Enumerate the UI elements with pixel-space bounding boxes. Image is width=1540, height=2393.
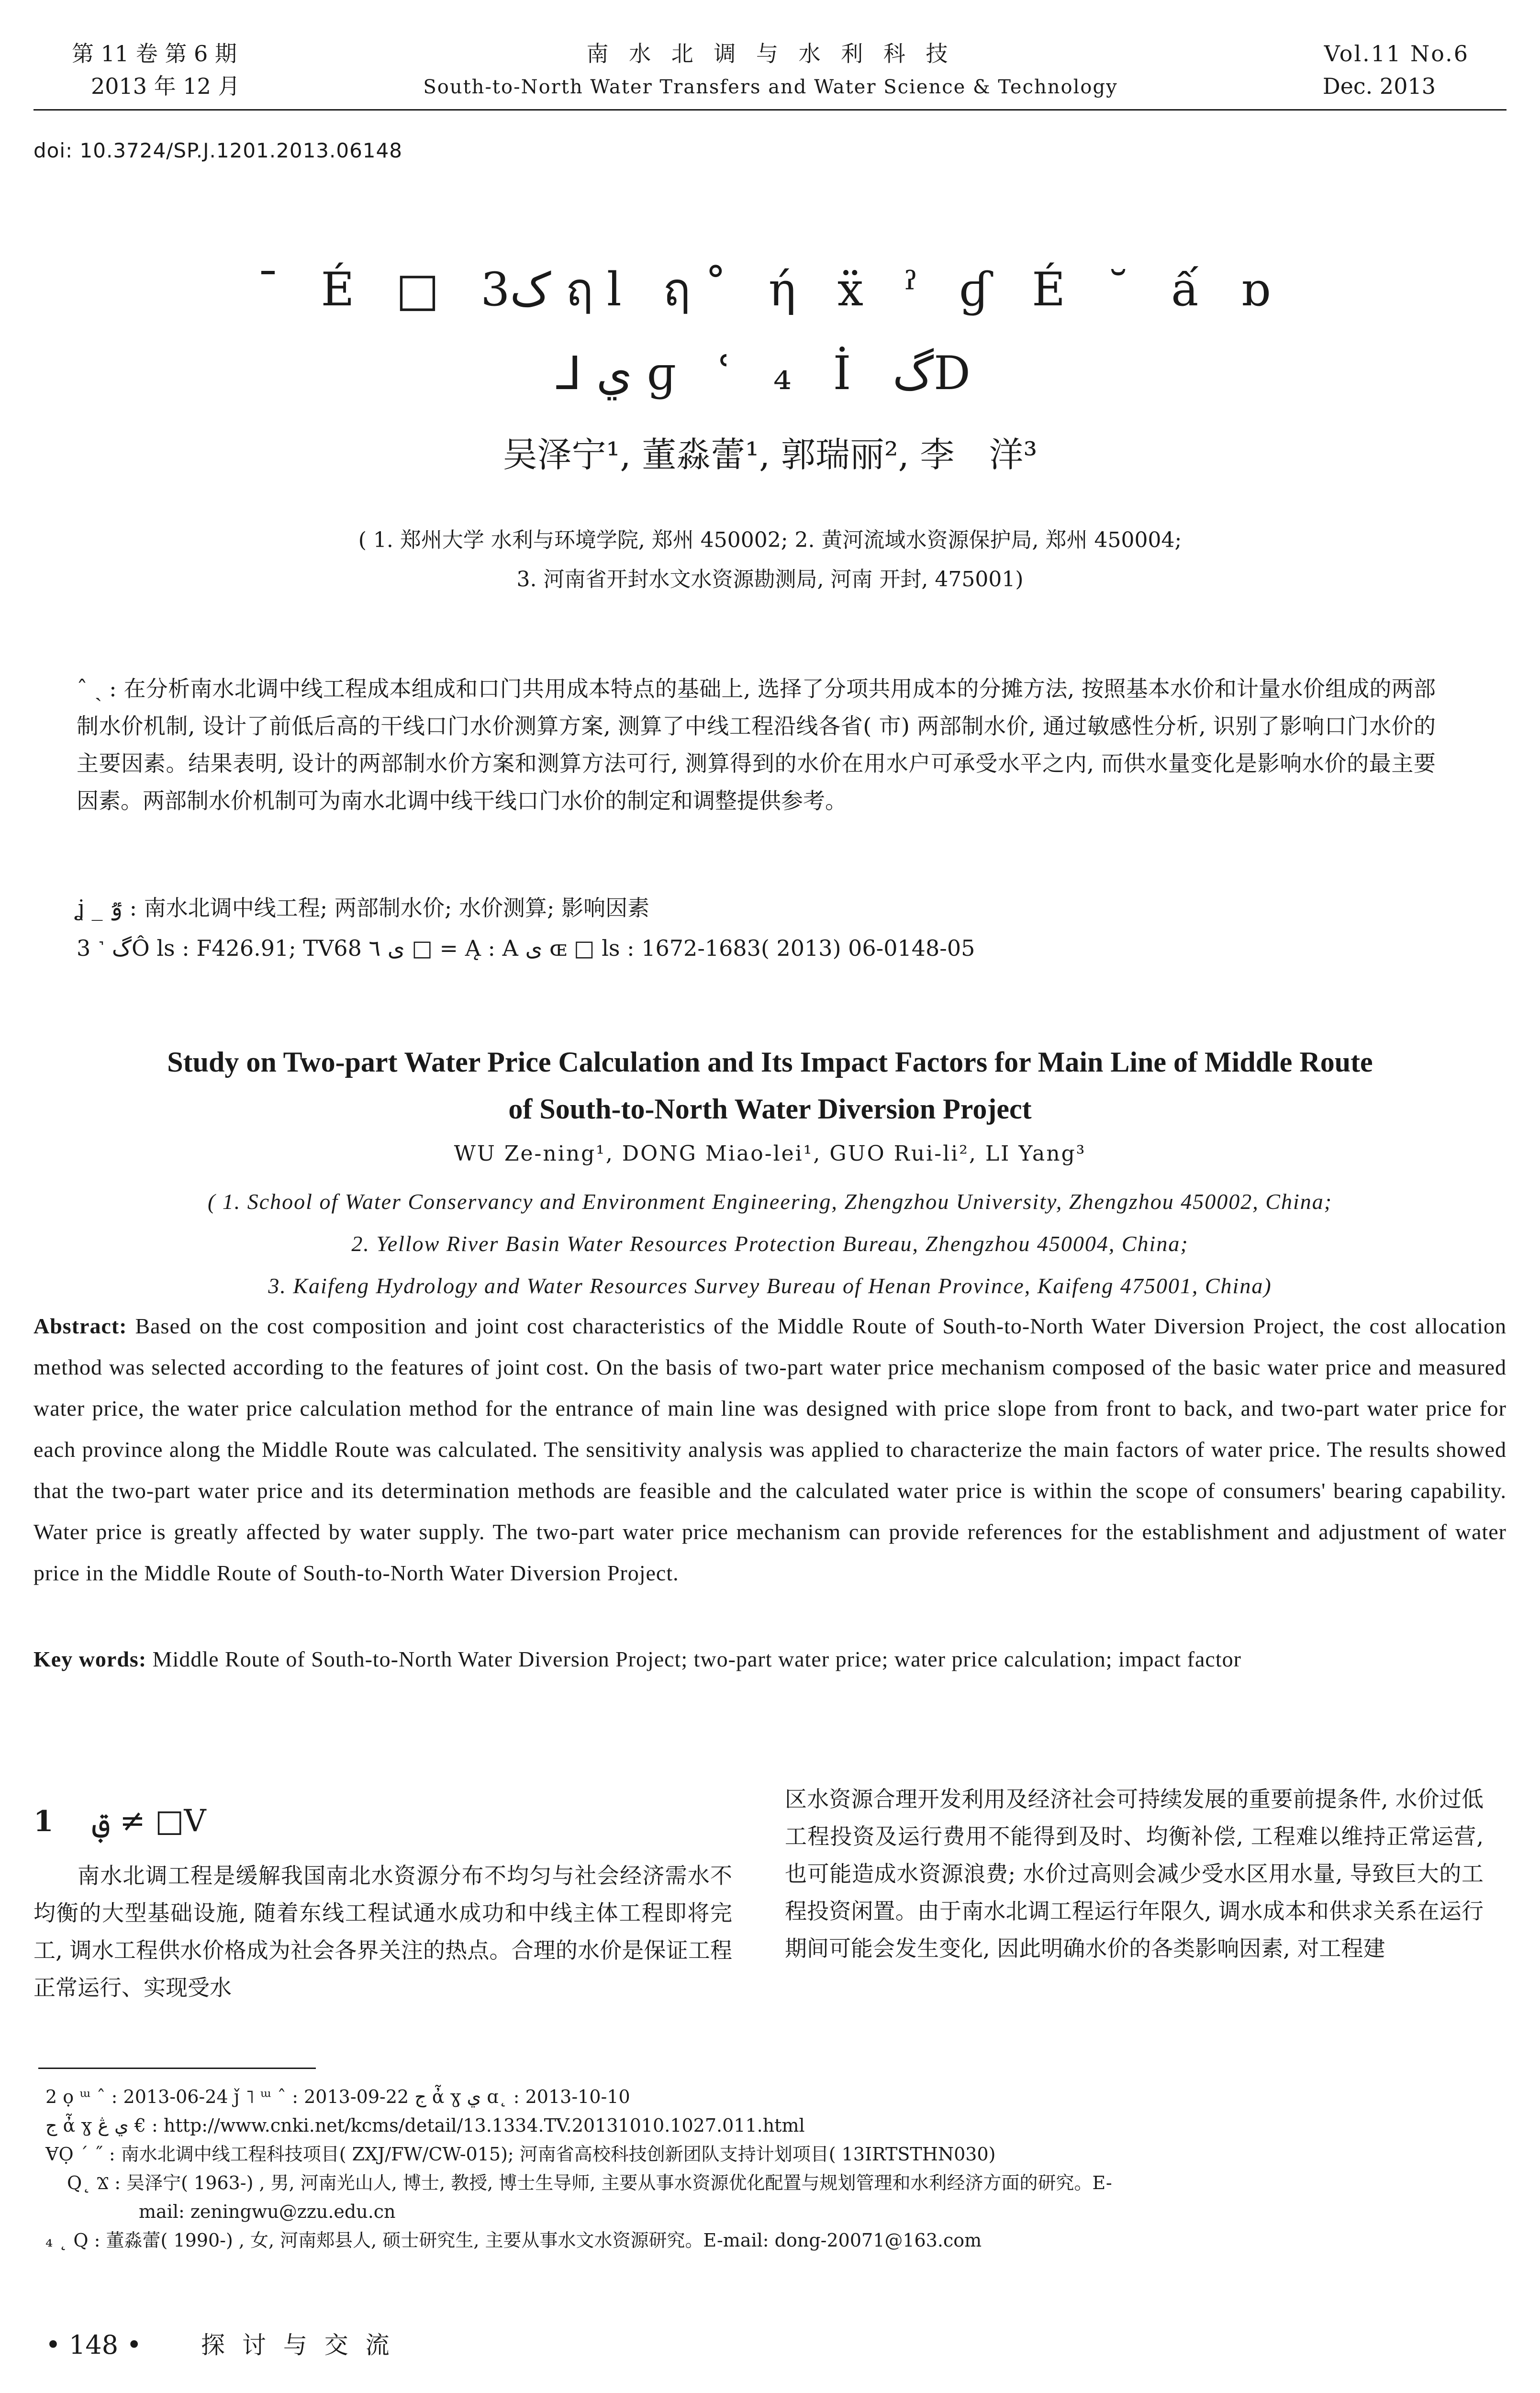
- footnote-fund: ⱯỌ ˊ ˝ : 南水北调中线工程科技项目( ZXJ/FW/CW-015); 河南省高校科技创新团队支持计划项目( 13IRTSTHN030): [45, 2144, 996, 2165]
- title-en-line2: of South-to-North Water Diversion Project: [508, 1093, 1032, 1125]
- title-zh-line1: ¯ É □ ک3 ฤl ฤ˚ ή ẍ ˀ ɠ É ˘ ấ ɒ: [257, 263, 1283, 316]
- section-1-left-column: 南水北调工程是缓解我国南北水资源分布不均匀与社会经济需水不均衡的大型基础设施, 随着东线工程试通水成功和中线主体工程即将完工, 调水工程供水价格成为社会各界关注的热点。合理的水价是保证工程正常运行、实现受水: [33, 1863, 732, 2001]
- affiliations-en-line1: ( 1. School of Water Conservancy and Environment Engineering, Zhengzhou University, Zhengzhou 450002, China;: [207, 1189, 1333, 1214]
- authors-en: WU Ze-ning¹, DONG Miao-lei¹, GUO Rui-li², LI Yang³: [454, 1141, 1086, 1166]
- section-1-title: ࢥ ≠ □V: [92, 1803, 216, 1839]
- journal-issue: 第 11 卷 第 6 期: [72, 41, 237, 67]
- volume-number: Vol.11 No.6: [1324, 41, 1469, 67]
- doi: doi: 10.3724/SP.J.1201.2013.06148: [33, 139, 402, 162]
- footnote-online: ج ἆ ɣ ي ڠ € : http://www.cnki.net/kcms/detail/13.1334.TV.20131010.1027.011.html: [45, 2115, 805, 2136]
- header-rule: [33, 109, 1507, 111]
- keywords-zh: [77, 889, 1436, 927]
- affiliations-zh-line1: ( 1. 郑州大学 水利与环境学院, 郑州 450002; 2. 黄河流域水资源保护局, 郑州 450004;: [358, 528, 1182, 552]
- keywords-zh-label: ʝ _ ٷ :: [77, 895, 137, 921]
- affiliations-en-line2: 2. Yellow River Basin Water Resources Protection Bureau, Zhengzhou 450004, China;: [351, 1231, 1189, 1256]
- keywords-en-label: Key words:: [33, 1647, 147, 1671]
- title-en-line1: Study on Two-part Water Price Calculation and Its Impact Factors for Main Line of Middle Route: [167, 1046, 1373, 1078]
- affiliations-en-line3: 3. Kaifeng Hydrology and Water Resources Survey Bureau of Henan Province, Kaifeng 475001, China): [268, 1274, 1272, 1298]
- section-1-number: 1: [33, 1805, 54, 1838]
- journal-name-en: South-to-North Water Transfers and Water Science & Technology: [423, 76, 1118, 98]
- classification-zh: 3 ˺ گÔ ls : F426.91; TV68 ى ٦ □ = Ą : A ى ɶ □ ls : 1672-1683( 2013) 06-0148-05: [77, 935, 975, 961]
- section-1-heading: [33, 1800, 216, 1843]
- page-section-label: 探 讨 与 交 流: [201, 2331, 394, 2359]
- section-1-right-column: 区水资源合理开发利用及经济社会可持续发展的重要前提条件, 水价过低工程投资及运行费用不能得到及时、均衡补偿, 工程难以维持正常运营, 也可能造成水资源浪费; 水价过高则会减少受水区用水量, 导致巨大的工程投资闲置。由于南水北调工程运行年限久, 调水成本和供求关系在运行期间可能会发生变化, 因此明确水价的各类影响因素, 对工程建: [785, 1786, 1484, 1961]
- journal-name-zh: 南 水 北 调 与 水 利 科 技: [586, 41, 955, 67]
- abstract-zh-label: ˆ ˎ :: [77, 676, 117, 702]
- title-zh-line2: ⅃ ي ɡ ʿ ₄ İ گD: [556, 347, 984, 400]
- abstract-en-text: Based on the cost composition and joint cost characteristics of the Middle Route of South-to-North Water Diversion Project, the cost allocation method was selected according to the features of joint cost. On the basis of two-part water price mechanism composed of the basic water price and measured water price, the water price calculation method for the entrance of main line was designed with price slope from front to back, and two-part water price for each province along the Middle Route was calculated. The sensitivity analysis was applied to characterize the main factors of water price. The results showed that the two-part water price and its determination methods are feasible and the calculated water price is within the scope of consumers' bearing capability. Water price is greatly affected by water supply. The two-part water price mechanism can provide references for the establishment and adjustment of water price in the Middle Route of South-to-North Water Diversion Project.: [33, 1314, 1507, 1585]
- footnote-author1: Q˛ Ϫ : 吴泽宁( 1963-) , 男, 河南光山人, 博士, 教授, 博士生导师, 主要从事水资源优化配置与规划管理和水利经济方面的研究。E-: [67, 2172, 1112, 2193]
- footnote-rule: [38, 2068, 316, 2069]
- abstract-en-label: Abstract:: [33, 1314, 127, 1338]
- issue-date-en: Dec. 2013: [1322, 73, 1436, 99]
- abstract-en: [33, 1306, 1507, 1594]
- authors-zh: 吴泽宁¹, 董淼蕾¹, 郭瑞丽², 李 洋³: [502, 435, 1038, 475]
- abstract-zh: [77, 670, 1436, 819]
- keywords-zh-text: 南水北调中线工程; 两部制水价; 水价测算; 影响因素: [144, 895, 650, 921]
- keywords-en-text: Middle Route of South-to-North Water Diversion Project; two-part water price; water price calculation; impact factor: [152, 1647, 1241, 1671]
- affiliations-zh-line2: 3. 河南省开封水文水资源勘测局, 河南 开封, 475001): [516, 567, 1024, 592]
- footnote-author2: ₄ ˛ Q : 董淼蕾( 1990-) , 女, 河南郏县人, 硕士研究生, 主要从事水文水资源研究。E-mail: dong-20071@163.com: [45, 2230, 982, 2251]
- keywords-en: [33, 1639, 1507, 1680]
- footnote-author1-email: mail: zeningwu@zzu.edu.cn: [139, 2201, 396, 2222]
- footnote-dates: 2 ọ ᵚ ˆ : 2013-06-24 ǰ ˥ ᵚ ˆ : 2013-09-22 ج ἆ ɣ ي ɑ˛ : 2013-10-10: [45, 2086, 630, 2107]
- journal-date: 2013 年 12 月: [91, 73, 240, 99]
- page-number: • 148 •: [45, 2330, 142, 2360]
- abstract-zh-text: 在分析南水北调中线工程成本组成和口门共用成本特点的基础上, 选择了分项共用成本的分摊方法, 按照基本水价和计量水价组成的两部制水价机制, 设计了前低后高的干线口门水价测算方案, 测算了中线工程沿线各省( 市) 两部制水价, 通过敏感性分析, 识别了影响口门水价的主要因素。结果表明, 设计的两部制水价方案和测算方法可行, 测算得到的水价在用水户可承受水平之内, 而供水量变化是影响水价的最主要因素。两部制水价机制可为南水北调中线干线口门水价的制定和调整提供参考。: [77, 676, 1436, 814]
